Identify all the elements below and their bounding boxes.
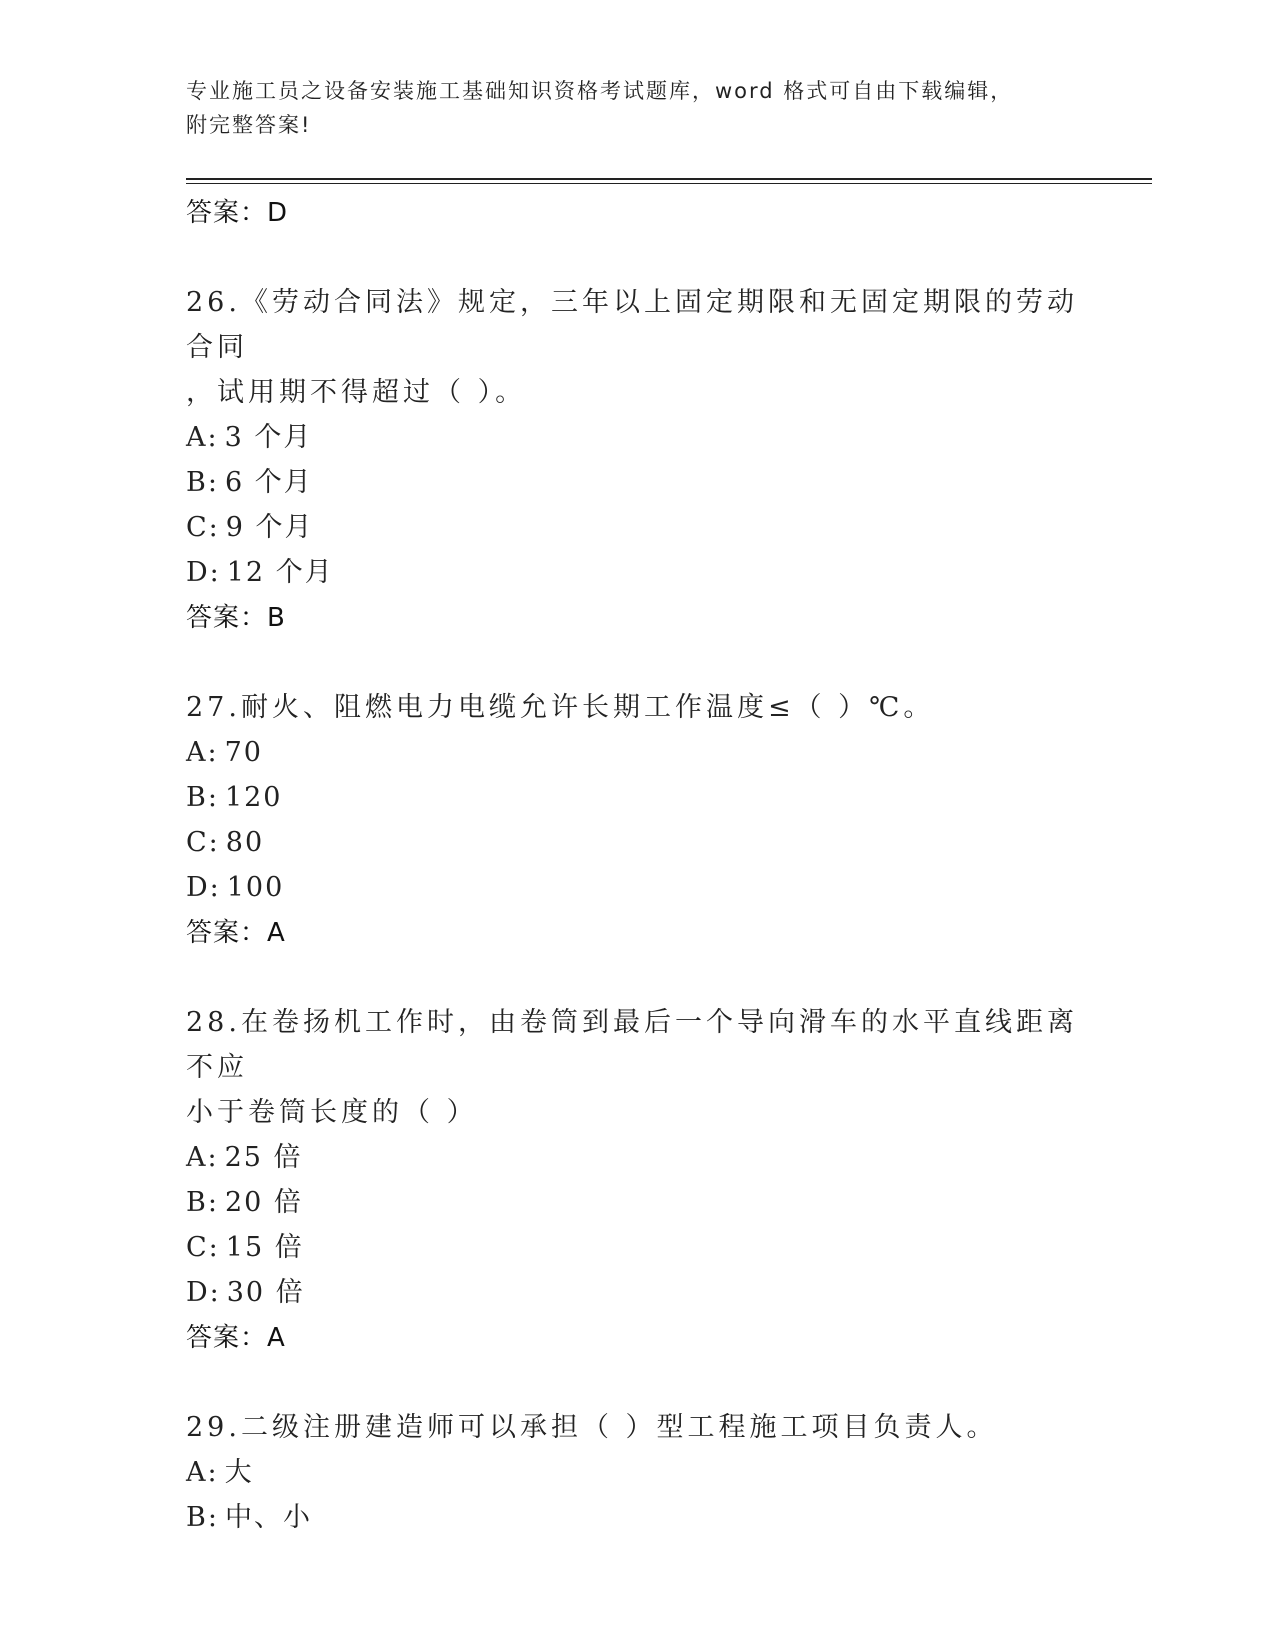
header-divider-thin (186, 183, 1152, 184)
option-text: 12 个月 (226, 557, 334, 588)
option-label: B: (186, 1187, 219, 1218)
question-stem-line: 小于卷筒长度的（ ） (186, 1097, 478, 1128)
option-text: 3 个月 (224, 422, 313, 453)
option-text: 6 个月 (224, 467, 313, 498)
option-text: 大 (224, 1457, 254, 1488)
option-label: B: (186, 467, 219, 498)
question-stem-line: 27.耐火、阻燃电力电缆允许长期工作温度≤（ ）℃。 (186, 692, 935, 723)
option-c (186, 1225, 1086, 1270)
option-b (186, 1180, 1086, 1225)
option-d (186, 1270, 1086, 1315)
question-29 (186, 1405, 1086, 1540)
option-d (186, 865, 1086, 910)
option-c (186, 820, 1086, 865)
option-text: 120 (224, 782, 283, 813)
option-a (186, 1450, 1086, 1495)
option-label: C: (186, 512, 220, 543)
option-text: 9 个月 (225, 512, 314, 543)
answer-line: 答案：A (186, 918, 286, 948)
option-text: 80 (225, 827, 265, 858)
option-label: C: (186, 827, 220, 858)
option-text: 30 倍 (226, 1277, 305, 1308)
option-label: A: (186, 737, 219, 768)
option-a (186, 1135, 1086, 1180)
option-b (186, 775, 1086, 820)
answer-line: 答案：B (186, 603, 286, 633)
question-stem-line: 28.在卷扬机工作时，由卷筒到最后一个导向滑车的水平直线距离不应 (186, 1007, 1078, 1083)
option-text: 15 倍 (225, 1232, 304, 1263)
option-label: A: (186, 1142, 219, 1173)
answer-line: 答案：A (186, 1323, 286, 1353)
option-d (186, 550, 1086, 595)
question-28 (186, 1000, 1086, 1361)
option-a (186, 730, 1086, 775)
question-list (186, 186, 1086, 1540)
previous-answer: 答案：D (186, 198, 289, 228)
option-text: 20 倍 (224, 1187, 303, 1218)
header-line-2: 附完整答案! (186, 113, 312, 137)
option-text: 70 (224, 737, 263, 768)
document-header (186, 74, 1086, 142)
option-label: D: (186, 557, 221, 588)
option-text: 100 (226, 872, 285, 903)
option-c (186, 505, 1086, 550)
header-line-1: 专业施工员之设备安装施工基础知识资格考试题库，word 格式可自由下载编辑， (186, 79, 1014, 103)
option-b (186, 460, 1086, 505)
option-label: A: (186, 422, 219, 453)
option-label: D: (186, 1277, 221, 1308)
option-label: C: (186, 1232, 220, 1263)
question-stem-line: 29.二级注册建造师可以承担（ ）型工程施工项目负责人。 (186, 1412, 998, 1443)
option-label: B: (186, 782, 219, 813)
question-26 (186, 280, 1086, 641)
question-stem-line: 26.《劳动合同法》规定，三年以上固定期限和无固定期限的劳动合同 (186, 287, 1078, 363)
option-text: 中、小 (224, 1502, 312, 1533)
option-label: D: (186, 872, 221, 903)
option-label: A: (186, 1457, 219, 1488)
option-text: 25 倍 (224, 1142, 303, 1173)
question-stem-line: ，试用期不得超过（ ）。 (186, 377, 527, 408)
option-a (186, 415, 1086, 460)
option-label: B: (186, 1502, 219, 1533)
header-divider-thick (186, 178, 1152, 180)
question-27 (186, 685, 1086, 956)
option-b (186, 1495, 1086, 1540)
